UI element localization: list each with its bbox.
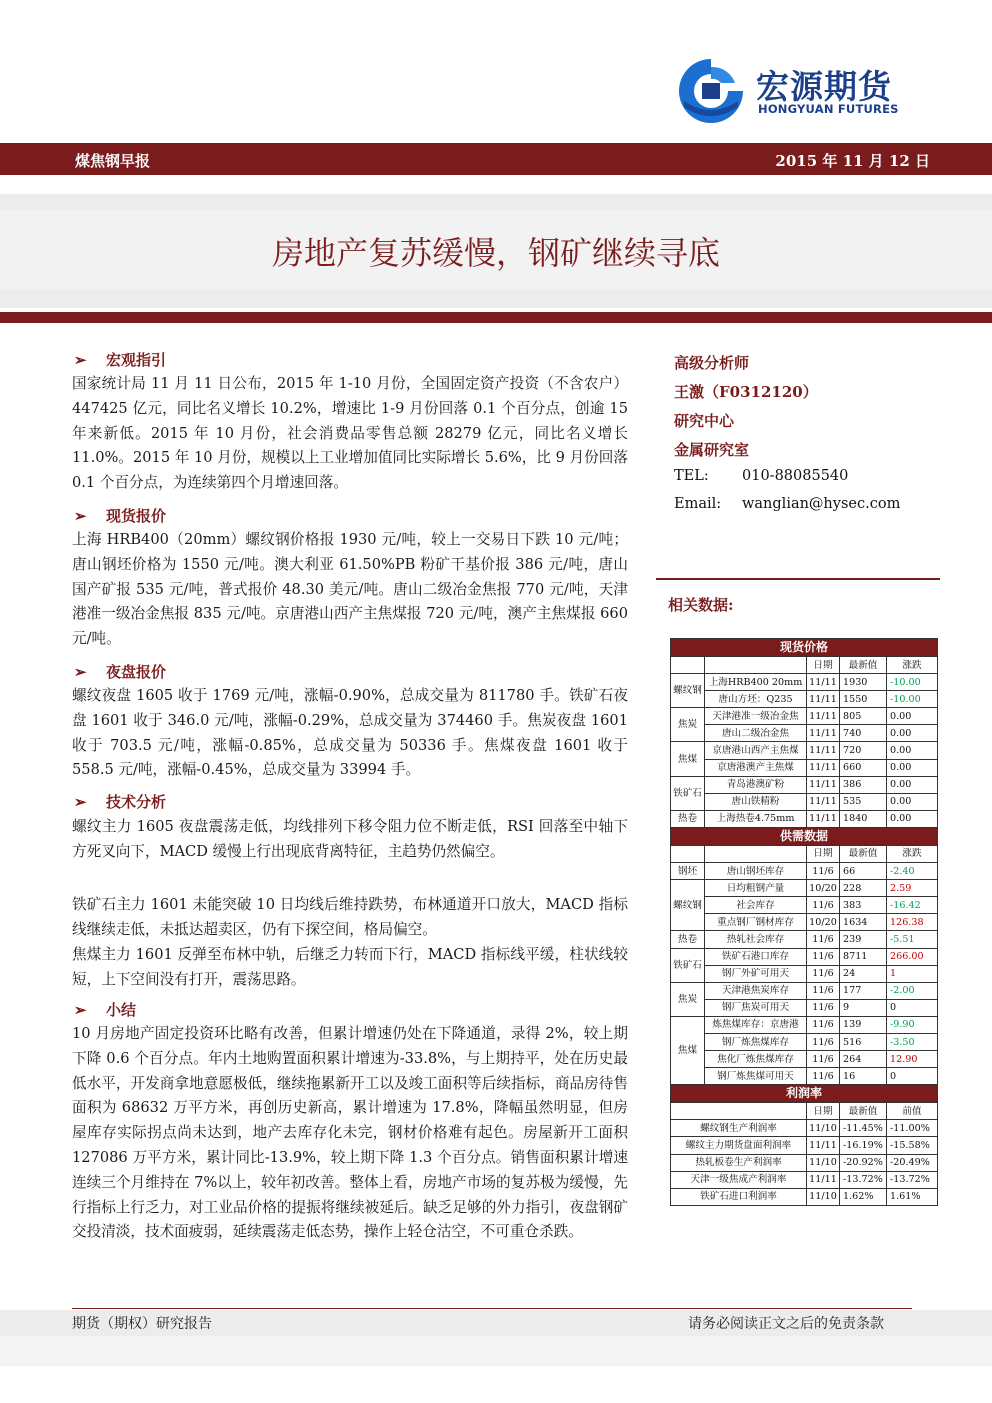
tel-label: TEL: [674, 468, 709, 484]
table-header-cell: 最新值 [840, 657, 887, 674]
table-cell-name: 热轧社会库存 [705, 931, 807, 948]
table-cell-change: 0.00 [887, 810, 938, 827]
table-cell-date: 11/6 [807, 1033, 840, 1050]
table-group-label: 螺纹钢 [671, 880, 705, 931]
table-cell-value: 9 [840, 999, 887, 1016]
arrow-bullet-icon: ➢ [74, 663, 87, 681]
table-cell-value: 1.62% [840, 1188, 887, 1205]
table-cell-prev: 1.61% [887, 1188, 938, 1205]
table-cell-value: 24 [840, 965, 887, 982]
table-row [671, 1016, 938, 1033]
report-header-bar [0, 143, 992, 175]
table-row [671, 742, 938, 759]
table-cell-value: 660 [840, 759, 887, 776]
table-header-cell: 日期 [807, 845, 840, 862]
table-section-header-row [671, 639, 938, 657]
table-cell-name: 唐山二级冶金焦 [705, 725, 807, 742]
table-group-label: 焦煤 [671, 742, 705, 776]
hongyuan-logo-icon [676, 57, 746, 123]
section-paragraph: 10 月房地产固定投资环比略有改善，但累计增速仍处在下降通道，录得 2%，较上期下降 0.6 个百分点。年内土地购置面积累计增速为-33.8%，与上期持平，处在历史最低水平，开发商拿地意愿极低，继续拖累新开工以及竣工面积等后续指标，商品房待售面积为 68632 万平方米，再创历史新高，累计增速为 17.8%，降幅虽然明显，但房屋库存实际拐点尚未达到，地产去库存化未完，钢材价格难有起色。房屋新开工面积 127086 万平方米，累计同比-13.9%，较上期下降 1.3 个百分点。销售面积累计增速连续三个月维持在 7%以上，较年初改善。整体上看，房地产市场的复苏极为缓慢，先行指标上行乏力，对工业品价格的提振将继续被延后。缺乏足够的外力指引，夜盘钢矿交投清淡，技术面疲弱，延续震荡走低态势，操作上轻仓沽空，不可重仓杀跌。 [72, 1025, 628, 1241]
table-cell-date: 11/11 [807, 691, 840, 708]
table-cell-name: 京唐港山西产主焦煤 [705, 742, 807, 759]
table-cell-change: 0.00 [887, 776, 938, 793]
table-row [671, 948, 938, 965]
table-cell-name: 炼焦煤库存：京唐港 [705, 1016, 807, 1033]
table-column-header-row [671, 1103, 938, 1120]
section-paragraph: 铁矿石主力 1601 未能突破 10 日均线后维持跌势，布林通道开口放大，MACD 指标线继续走低，未抵达超卖区，仍有下探空间，格局偏空。 [72, 896, 628, 938]
table-cell-value: -11.45% [840, 1120, 887, 1137]
email-label: Email: [674, 496, 722, 512]
table-cell-change: 12.90 [887, 1051, 938, 1068]
analyst-name: 王激（F0312120） [674, 383, 818, 401]
table-cell-date: 11/11 [807, 742, 840, 759]
table-cell-change: -9.90 [887, 1016, 938, 1033]
brand-name-cn: 宏源期货 [756, 67, 892, 106]
table-cell-date: 11/11 [807, 708, 840, 725]
table-cell-date: 11/6 [807, 1016, 840, 1033]
related-data-label: 相关数据: [668, 596, 734, 614]
table-header-cell: 日期 [807, 1103, 840, 1120]
table-cell-change: 0.00 [887, 725, 938, 742]
table-row [671, 914, 938, 931]
footer-line [72, 1308, 912, 1309]
analyst-email [674, 496, 901, 512]
table-group-label: 钢坯 [671, 863, 705, 880]
table-section-title: 现货价格 [671, 639, 938, 657]
table-cell-date: 11/6 [807, 863, 840, 880]
table-cell-date: 11/6 [807, 931, 840, 948]
table-row [671, 1120, 938, 1137]
table-cell-date: 11/10 [807, 1120, 840, 1137]
table-cell-date: 11/11 [807, 1171, 840, 1188]
table-cell-value: 177 [840, 982, 887, 999]
arrow-bullet-icon: ➢ [74, 1001, 87, 1019]
tel-value: 010-88085540 [742, 468, 849, 484]
table-cell-date: 11/6 [807, 999, 840, 1016]
table-cell-value: 805 [840, 708, 887, 725]
table-cell-date: 10/20 [807, 880, 840, 897]
market-data-table [670, 638, 938, 1206]
table-cell-prev: -11.00% [887, 1120, 938, 1137]
table-cell-value: 228 [840, 880, 887, 897]
table-cell-change: 126.38 [887, 914, 938, 931]
table-cell-value: 1840 [840, 810, 887, 827]
table-cell-value: 516 [840, 1033, 887, 1050]
arrow-bullet-icon: ➢ [74, 507, 87, 525]
brand-logo [676, 55, 926, 125]
table-row [671, 1137, 938, 1154]
section-paragraph: 国家统计局 11 月 11 日公布，2015 年 1-10 月份，全国固定资产投资（不含农户）447425 亿元，同比名义增长 10.2%，增速比 1-9 月份回落 0.1 个百分点，创逾 15 年来新低。2015 年 10 月份，社会消费品零售总额 28279 亿元，同比名义增长 11.0%。2015 年 10 月份，规模以上工业增加值同比实际增长 5.6%，比 9 月份回落 0.1 个百分点，为连续第四个月增速回落。 [72, 375, 628, 492]
table-section-title: 供需数据 [671, 827, 938, 845]
table-column-header-row [671, 845, 938, 862]
table-header-cell [705, 657, 807, 674]
table-cell-value: 264 [840, 1051, 887, 1068]
table-cell-change: 0.00 [887, 708, 938, 725]
table-group-label: 焦煤 [671, 1016, 705, 1084]
table-row [671, 863, 938, 880]
table-cell-date: 11/11 [807, 1137, 840, 1154]
table-cell-name: 焦化厂炼焦煤库存 [705, 1051, 807, 1068]
section-heading-night: ➢ 夜盘报价 [74, 663, 167, 681]
table-cell-name: 钢厂焦炭可用天 [705, 999, 807, 1016]
table-cell-change: -10.00 [887, 691, 938, 708]
table-cell-value: 1550 [840, 691, 887, 708]
table-cell-value: 8711 [840, 948, 887, 965]
table-cell-name: 铁矿石港口库存 [705, 948, 807, 965]
table-cell-name: 天津港准一级冶金焦 [705, 708, 807, 725]
table-cell-change: 0 [887, 999, 938, 1016]
section-heading-macro: ➢ 宏观指引 [74, 351, 167, 369]
table-cell-date: 10/20 [807, 914, 840, 931]
table-cell-prev: -13.72% [887, 1171, 938, 1188]
table-header-cell: 涨跌 [887, 657, 938, 674]
table-row [671, 982, 938, 999]
right-column-divider [656, 578, 940, 580]
table-cell-change: 0.00 [887, 793, 938, 810]
table-cell-date: 11/11 [807, 776, 840, 793]
table-row [671, 999, 938, 1016]
title-divider [0, 312, 992, 323]
table-header-cell: 最新值 [840, 1103, 887, 1120]
table-cell-name: 螺纹钢生产利润率 [671, 1120, 807, 1137]
table-header-cell: 前值 [887, 1103, 938, 1120]
table-cell-name: 社会库存 [705, 897, 807, 914]
table-cell-value: 1634 [840, 914, 887, 931]
section-paragraph: 螺纹夜盘 1605 收于 1769 元/吨，涨幅-0.90%，总成交量为 811780 手。铁矿石夜盘 1601 收于 346.0 元/吨，涨幅-0.29%，总成交量为 374460 手。焦炭夜盘 1601 收于 703.5 元/吨，涨幅-0.85%，总成交量为 50336 手。焦煤夜盘 1601 收于 558.5 元/吨，涨幅-0.45%，总成交量为 33994 手。 [72, 687, 628, 779]
table-cell-value: 139 [840, 1016, 887, 1033]
table-cell-date: 11/11 [807, 810, 840, 827]
table-cell-name: 钢厂炼焦煤库存 [705, 1033, 807, 1050]
section-heading-technical: ➢ 技术分析 [74, 793, 167, 811]
table-cell-value: -13.72% [840, 1171, 887, 1188]
table-section-header-row [671, 827, 938, 845]
table-row [671, 1154, 938, 1171]
table-row [671, 776, 938, 793]
section-paragraph: 上海 HRB400（20mm）螺纹钢价格报 1930 元/吨，较上一交易日下跌 10 元/吨；唐山钢坯价格为 1550 元/吨。澳大利亚 61.50%PB 粉矿干基价报 386 元/吨，唐山国产矿报 535 元/吨，普式报价 48.30 美元/吨。唐山二级冶金焦报 770 元/吨，天津港准一级冶金焦报 835 元/吨。京唐港山西产主焦煤报 720 元/吨，澳产主焦煤报 660 元/吨。 [72, 531, 628, 648]
table-cell-name: 唐山方坯：Q235 [705, 691, 807, 708]
footer-band-lower [0, 1336, 992, 1366]
table-cell-name: 钢厂外矿可用天 [705, 965, 807, 982]
table-cell-date: 11/6 [807, 1051, 840, 1068]
table-cell-value: 383 [840, 897, 887, 914]
report-title: 房地产复苏缓慢，钢矿继续寻底 [271, 234, 720, 272]
table-group-label: 铁矿石 [671, 776, 705, 810]
table-cell-name: 天津一级焦成产利润率 [671, 1171, 807, 1188]
table-group-label: 热卷 [671, 810, 705, 827]
table-cell-change: 2.59 [887, 880, 938, 897]
table-cell-value: 16 [840, 1068, 887, 1085]
table-cell-name: 上海热卷4.75mm [705, 810, 807, 827]
table-cell-date: 11/10 [807, 1154, 840, 1171]
section-paragraph: 螺纹主力 1605 夜盘震荡走低，均线排列下移令阻力位不断走低，RSI 回落至中轴下方死叉向下，MACD 缓慢上行出现底背离特征，主趋势仍然偏空。 [72, 818, 628, 860]
table-cell-date: 11/10 [807, 1188, 840, 1205]
table-cell-change: 0.00 [887, 759, 938, 776]
table-header-cell: 涨跌 [887, 845, 938, 862]
arrow-bullet-icon: ➢ [74, 351, 87, 369]
table-row [671, 965, 938, 982]
table-row [671, 1033, 938, 1050]
table-cell-name: 唐山铁精粉 [705, 793, 807, 810]
table-cell-name: 铁矿石进口利润率 [671, 1188, 807, 1205]
table-row [671, 897, 938, 914]
table-cell-prev: -15.58% [887, 1137, 938, 1154]
report-date: 2015 年 11 月 12 日 [775, 152, 930, 170]
table-cell-name: 热轧板卷生产利润率 [671, 1154, 807, 1171]
table-header-cell [705, 845, 807, 862]
table-group-label: 焦炭 [671, 708, 705, 742]
report-type: 煤焦钢早报 [75, 152, 151, 170]
table-header-cell: 最新值 [840, 845, 887, 862]
table-cell-change: -16.42 [887, 897, 938, 914]
table-cell-change: 266.00 [887, 948, 938, 965]
footer-left-text: 期货（期权）研究报告 [72, 1316, 212, 1332]
table-row [671, 708, 938, 725]
table-group-label: 焦炭 [671, 982, 705, 1016]
table-cell-date: 11/6 [807, 982, 840, 999]
table-cell-value: 386 [840, 776, 887, 793]
table-cell-value: 740 [840, 725, 887, 742]
table-group-label: 螺纹钢 [671, 674, 705, 708]
table-cell-prev: -20.49% [887, 1154, 938, 1171]
table-cell-date: 11/11 [807, 674, 840, 691]
table-cell-date: 11/6 [807, 948, 840, 965]
table-section-title: 利润率 [671, 1085, 938, 1103]
table-cell-name: 京唐港澳产主焦煤 [705, 759, 807, 776]
analyst-title: 高级分析师 [674, 354, 750, 372]
table-header-cell [671, 657, 705, 674]
table-cell-change: 1 [887, 965, 938, 982]
table-group-label: 铁矿石 [671, 948, 705, 982]
table-cell-date: 11/11 [807, 793, 840, 810]
table-cell-value: 1930 [840, 674, 887, 691]
table-cell-change: 0 [887, 1068, 938, 1085]
table-cell-date: 11/6 [807, 897, 840, 914]
table-column-header-row [671, 657, 938, 674]
table-cell-change: 0.00 [887, 742, 938, 759]
table-cell-name: 钢厂炼焦煤可用天 [705, 1068, 807, 1085]
table-cell-value: 66 [840, 863, 887, 880]
table-cell-value: -20.92% [840, 1154, 887, 1171]
analyst-dept: 研究中心 [674, 412, 735, 430]
section-paragraph: 焦煤主力 1601 反弹至布林中轨，后继乏力转而下行，MACD 指标线平缓，柱状线较短，上下空间没有打开，震荡思路。 [72, 946, 628, 988]
table-cell-name: 唐山钢坯库存 [705, 863, 807, 880]
section-heading-summary: ➢ 小结 [74, 1001, 137, 1019]
analyst-subdept: 金属研究室 [674, 441, 750, 459]
table-row [671, 880, 938, 897]
table-row [671, 674, 938, 691]
footer-disclaimer: 请务必阅读正文之后的免责条款 [688, 1316, 884, 1332]
section-heading-spot: ➢ 现货报价 [74, 507, 167, 525]
table-row [671, 1068, 938, 1085]
table-cell-change: -5.51 [887, 931, 938, 948]
table-cell-date: 11/11 [807, 759, 840, 776]
table-row [671, 1188, 938, 1205]
table-cell-value: -16.19% [840, 1137, 887, 1154]
table-cell-name: 螺纹主力期货盘面利润率 [671, 1137, 807, 1154]
email-value: wanglian@hysec.com [742, 496, 901, 512]
table-row [671, 759, 938, 776]
table-row [671, 725, 938, 742]
table-cell-name: 日均粗钢产量 [705, 880, 807, 897]
table-cell-change: -2.40 [887, 863, 938, 880]
table-cell-change: -10.00 [887, 674, 938, 691]
table-cell-name: 青岛港澳矿粉 [705, 776, 807, 793]
table-row [671, 1171, 938, 1188]
table-row [671, 1051, 938, 1068]
table-header-cell [671, 1103, 807, 1120]
table-cell-name: 上海HRB400 20mm [705, 674, 807, 691]
table-row [671, 691, 938, 708]
table-row [671, 793, 938, 810]
table-cell-change: -2.00 [887, 982, 938, 999]
analyst-tel [674, 468, 849, 484]
table-group-label: 热卷 [671, 931, 705, 948]
table-row [671, 810, 938, 827]
brand-name-en: HONGYUAN FUTURES [758, 102, 899, 116]
table-cell-name: 天津港焦炭库存 [705, 982, 807, 999]
table-cell-value: 239 [840, 931, 887, 948]
table-cell-date: 11/6 [807, 1068, 840, 1085]
table-cell-change: -3.50 [887, 1033, 938, 1050]
table-cell-value: 535 [840, 793, 887, 810]
table-cell-value: 720 [840, 742, 887, 759]
table-header-cell: 日期 [807, 657, 840, 674]
table-section-header-row [671, 1085, 938, 1103]
arrow-bullet-icon: ➢ [74, 793, 87, 811]
table-cell-name: 重点钢厂钢材库存 [705, 914, 807, 931]
table-row [671, 931, 938, 948]
table-cell-date: 11/6 [807, 965, 840, 982]
table-cell-date: 11/11 [807, 725, 840, 742]
table-header-cell [671, 845, 705, 862]
